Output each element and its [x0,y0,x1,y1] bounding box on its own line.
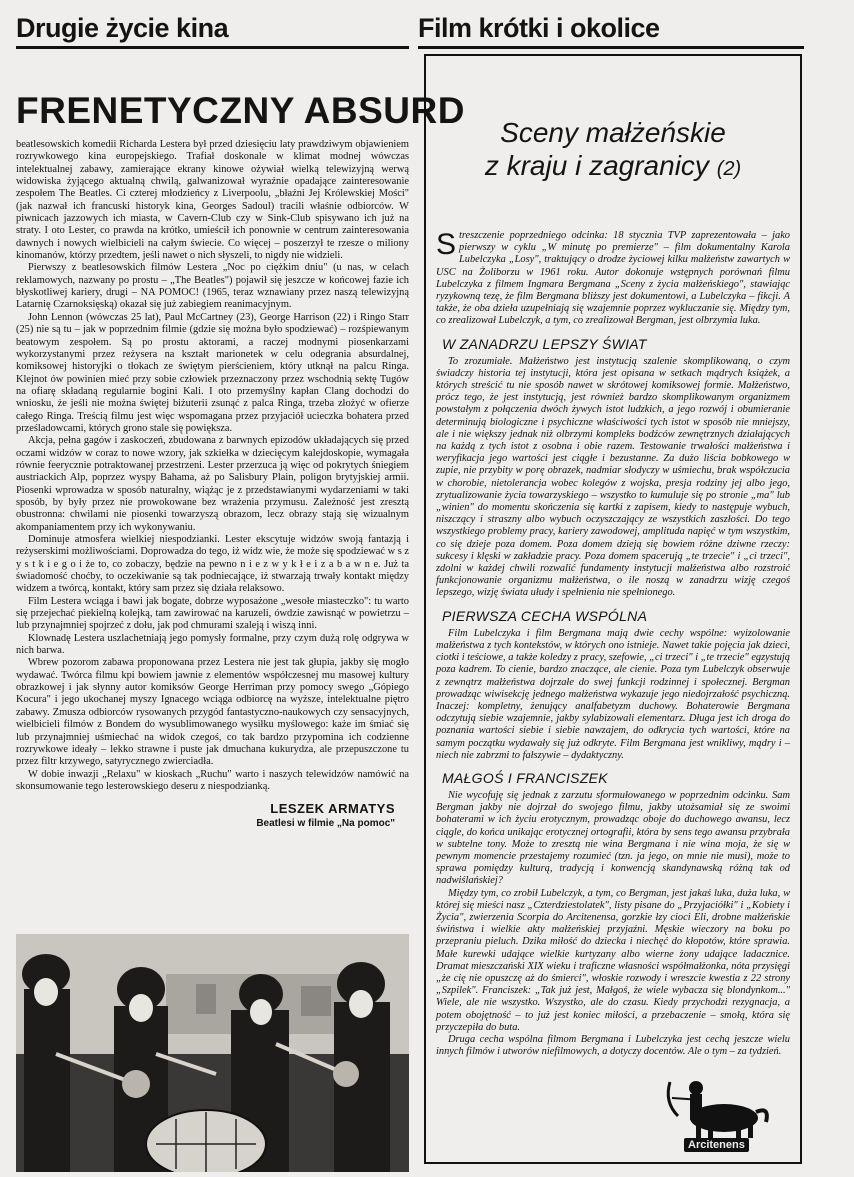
logo-label: Arcitenens [684,1138,749,1152]
framed-content [436,116,790,1058]
article-title: FRENETYCZNY ABSURD [16,90,465,131]
section-heading: MAŁGOŚ I FRANCISZEK [442,769,608,786]
section-title-right: Film krótki i okolice [418,12,804,49]
paragraph: W dobie inwazji „Relaxu" w kioskach „Ruchu" warto i naszych telewidzów namówić na skonsumowanie tego lesterowskiego deseru z niespodzianką. [16,768,409,792]
paragraph: To zrozumiałe. Małżeństwo jest instytucją szalenie skomplikowaną, o czym świadczy historia tej instytucji, która jest opisana w setkach mądrych książek, a których streścić tu nie sposób nawet w skrótowej komiksowej formie. Małżeństwo, prócz tego, że jest instytucją, jest również bardzo skomplikowanym organizmem powstałym z połączenia dwóch żywych istot ludzkich, a jego rozwój i obumieranie determinują biologiczne i psychiczne właściwości tych istot w sposób nie mniejszy, ale i nie większy jednak niż olbrzymi kompleks bodźców zewnętrznych działających na każdą z tych istot z osobna i obie razem. Testowanie trwałości małżeństwa i weryfikacja jego wartości jest ciągłe i bezustanne. Za dużo liścia bobkowego w zupie, nie przybity w porę obrazek, nadmiar słodyczy w uśmiechu, brak współczucia w chorobie, nietolerancja wobec kolegów z wojska, presja rodziny jej albo jego, zrytualizowanie życia towarzyskiego – wszystko to kumuluje się po stronie „ma" lub „winien" do momentu skończenia się kartki z zapisem, kiedy to następuje wybuch, niszczący i straszny albo wybuch oczyszczający ze wszystkich zaszłości. Do tego wszystkiego problemy pracy, kariery zawodowej, amplituda napięć w tym wszystkim, co się dzieje poza domem. Poza domem dzieją się bowiem różne dziwne rzeczy: sukcesy i klęski w zakładzie pracy. Poza domem spacerują „te trzecie" i „ci trzeci", zdolni w każdej chwili rozwalić fundamenty instytucji małżeństwa albo rozstroić funkcjonowanie organizmu małżeństwa, o ile noszą w zanadrzu wizję czegoś lepszego, wizję świata ułudy i spełnienia nie spełnionego. [436,355,790,599]
paragraph: Nie wycofuję się jednak z zarzutu sformułowanego w poprzednim odcinku. Sam Bergman jakby nie dojrzał do swojego filmu, jakby utożsamiał się ze swoimi bohaterami w ich życiu erotycznym, prowadząc oboje do duchowego awansu, lecz ciągle, do końca unikając erotycznej ortografii, która by sens tego awansu przybrała w subtelne tony. Może to zresztą nie wina Bergmana i nie wina moja, że się w pewnym momencie przestajemy rozumieć (tzn. ja jego, on mnie nie musi), może to sprawa pomiędzy kulturą, tradycją i konwencją skandynawską różną tak od nadwiślańskiej? [436,789,790,887]
paragraph: Druga cecha wspólna filmom Bergmana i Lubelczyka jest cechą jeszcze wielu innych filmów i utworów niefilmowych, a dotyczy docentów. Ale o tym – za tydzień. [436,1033,790,1058]
sagittarius-icon [662,1076,772,1140]
photo-caption: Beatlesi w filmie „Na pomoc" [256,818,395,830]
paragraph: John Lennon (wówczas 25 lat), Paul McCartney (23), George Harrison (22) i Ringo Starr (25) nie są tu – jak w poprzednim filmie (gdzie się można było spodziewać) – rozśpiewanym beatowym zespołem. Są po prostu aktorami, a raczej modnymi piosenkarzami wykorzystanymi przez reżysera na kształt marionetek w celu odegrania absurdalnej, komiksowej historyjki o tłokach ze świętym pierścieniem, który utknął na palcu Ringa. Klejnot ów powinien mieć przy sobie człowiek przeznaczony przez wschodnią sektę Tugów na ofiarę składaną regularnie bogini Kali. I oto przemyślny kapłan Clang dochodzi do wniosku, że jeśli nie można świętej biżuterii zsunąć z palca Ringa, trzeba złożyć w ofierze całego Ringa. Treścią filmu jest więc wspomagana przez przyjaciół ucieczka bohatera przed prześladowcami, których grono stale się powiększa. [16,311,409,434]
lede-text: treszczenie poprzedniego odcinka: 18 stycznia TVP zaprezentowała – jako pierwszy w cyklu „W minutę po premierze" – film dokumentalny Karola Lubelczyka „Losy", traktujący o drodze życiowej kilku małżeństw zawartych w USC na Żoliborzu w 1961 roku. Autor dokonuje wstępnych porównań filmu Lubelczyka z filmem Ingmara Bergmana „Sceny z życia małżeńskiego", stawiając ryzykowną tezę, że film Bergmana bliższy jest dokumentowi, a Lubelczyka – fikcji. A także, że oba dzieła uzupełniają się wzajemnie poprzez wykluczanie się. Między tym, co zrealizował Lubelczyk, a tym, co zrealizował Bergman, jest olbrzymia luka. [436,230,790,327]
paragraph: Akcja, pełna gagów i zaskoczeń, zbudowana z barwnych epizodów układających się przed oczami widzów w coraz to nowe wzory, jak szkiełka w dziecięcym kalejdoskopie, wymagała równie feerycznie potraktowanej przestrzeni. Lester przerzuca ją więc od pokrytych śniegiem austriackich Alp, poprzez wyspy Bahama, aż po Salisbury Plain, poligon brytyjskiej armii. Piosenki wprowadza w sposób naturalny, wiążąc je z przedstawianymi wydarzeniami w taki sposób, by były przez nie prowokowane bez wrażenia przymusu. Zależność jest zresztą obustronna: chwilami nie piosenki towarzyszą obrazom, lecz obrazy stają się wizualnym akompaniamentem przy ich wykonywaniu. [16,435,409,533]
subtitle-line-1: Sceny małżeńskie [500,117,726,148]
section-title-left: Drugie życie kina [16,12,409,49]
band-illustration [16,934,409,1172]
drop-cap: S [436,228,457,261]
paragraph: Klownadę Lestera uszlachetniają jego pomysły formalne, przy czym dużą rolę odgrywa w nich barwa. [16,632,409,657]
article-subtitle [436,116,790,186]
paragraph: Film Lestera wciąga i bawi jak bogate, dobrze wyposażone „wesołe miasteczko": tu warto się przejechać piekielną kolejką, tam zawirować na karuzeli, ówdzie zawisnąć w powietrzu – lub przynajmniej spojrzeć z dołu, jak pod chmurami szaleją i wiszą inni. [16,595,409,632]
episode-number: (2) [716,158,742,180]
left-article [16,12,465,1172]
article-body [16,139,409,793]
framed-article [424,54,802,1164]
section-heading: PIERWSZA CECHA WSPÓLNA [442,607,648,624]
section-body [436,628,790,762]
paragraph: Pierwszy z beatlesowskich filmów Lestera „Noc po ciężkim dniu" (u nas, w celach reklamowych, nazwany po prostu – „The Beatles") pojawił się jeszcze w końcowej fazie ich błyskotliwej kariery, drugi – NA POMOC! (1965, teraz wznawiany przez naszą telewizyjną Latarnię Czarnoksięską) okazał się już zabiegiem reanimacyjnym. [16,262,409,311]
section-body [436,356,790,600]
subtitle-line-2: z kraju i zagranicy [484,150,709,181]
paragraph: Dominuje atmosfera wielkiej niespodzianki. Lester ekscytuje widzów swoją fantazją i reżyserskimi możliwościami. Doprowadza do tego, iż widz wie, że może się spodziewać w s z y s t k i e g o i że to, co zobaczy, będzie na pewno n i e z w y k ł e i z a b a w n e. Już ta świadomość choćby, to oczekiwanie są tak podniecające, iż stwarzają trwały kontakt między widzem a twórcą, kontakt, który sam przez się działa relaksowo. [16,534,409,595]
lede-paragraph [436,230,790,328]
section-heading: W ZANADRZU LEPSZY ŚWIAT [442,335,647,352]
paragraph: beatlesowskich komedii Richarda Lestera był przed dziesięciu laty prawdziwym objawieniem rozrywkowego kina europejskiego. Trafiał doskonale w klimat modnej wówczas intelektualnej zabawy, zamierające ekrany kinowe ożywiał wielką telewizyjną werwą widowiska żyjącego aktualną chwilą, galwanizował wyraźnie opadające zainteresowanie zespołem The Beatles. Ci czterej młodzieńcy z Liverpoolu, „błaźni Jej Królewskiej Mości" (jak nazwał ich francuski historyk kina, Georges Sadoul) tracili właśnie odbiorców. W piwnicach jazzowych ich miasta, w Cavern-Club czy w Sink-Club spisywano ich już na straty. I oto Lester, co prawda na krótko, umieścił ich ponownie w centrum zainteresowania dawnych i nowych wielbicieli na całym świecie. Co więcej – poszerzył te rzesze o miliony kinomanów, którzy przedtem, jeśli nawet o nich słyszeli, to nigdy nie widzieli. [16,139,409,262]
paragraph: Wbrew pozorom zabawa proponowana przez Lestera nie jest tak głupia, jakby się mogło wydawać. Twórca filmu kpi bowiem jawnie z elementów współczesnej mu masowej kultury obrazkowej i jak słynny autor komiksów George Herriman przy pomocy swego „Gópiego Kocura" i jego ukochanej myszy Ignacego wciąga odbiorcę na wyższe, intelektualne piętro zabawy. Zmusza odbiorców rysowanych przygód fantastyczno-naukowych czy sensacyjnych, wielbicieli filmów z Bondem do wysublimowanego wysiłku myślowego: każe im śmiać się lub przynajmniej uśmiechać na widok czegoś, co tak bardzo przypomina ich codzienne rozrywkowe ideały – lekko strawne i puste jak dmuchana kukurydza, ale przepuszczone tu przez filtr krzywego, satyrycznego zwierciadła. [16,657,409,768]
beatles-photo [16,934,409,1172]
right-article [418,12,804,1172]
paragraph: Między tym, co zrobił Lubelczyk, a tym, co Bergman, jest jakaś luka, duża luka, w której się mieści nasz „Czterdziestolatek", listy pisane do „Przyjaciółki" i „Kobiety i Życia", zwierzenia Scorpia do Arcitenensa, gorzkie łzy cioci Eli, drobne małżeńskie świństwa i wielkie akty małżeńskiej przyjaźni. Męskie wieczory na boku po przepraniu pieluch. Dzika miłość do dziecka i niechęć do kłopotów, które sprawia. Małe kurewki udające wielkie kurtyzany albo wierne żony udające ladacznice. Dramat mieszczański XIX wieku i traficzne własności współmałżonka, nóta przysięgi „że cię nie opuszczę aż do śmierci", włoskie rozwody i wreszcie kwestia z 22 strony „Szpilek". Franciszek: „Tak już jest, Małgoś, że wiele wybacza się blondynkom..." Wiele, ale nie wszystko. Wszystko, ale do czasu. Kiedy przychodzi rezygnacja, a potem obojętność – to już jest koniec miłości, a przebaczenie – smołą, która się przyczepiła do buta. [436,887,790,1033]
author-name: LESZEK ARMATYS [270,801,395,817]
paragraph: Film Lubelczyka i film Bergmana mają dwie cechy wspólne: wyizolowanie małżeństwa z tych kontekstów, w których ono istnieje. Nawet takie pojęcia jak dzieci, ciotki i teściowe, a także koledzy z pracy, szefowie, „ci trzeci" i „te trzecie" egzystują poza kadrem. To cienie, bardzo znaczące, ale cienie. Poza tym Lubelczyk obserwuje z zewnątrz małżeństwa dojrzałe do swej funkcji rodzinnej i społecznej. Bergman prowadząc wiwisekcję jednego małżeństwa wykazuje jego niedojrzałość psychiczną. Inaczej: kompletny, żenujący analfabetyzm duchowy. Bohaterowie Bergmana odczytują siebie wzajemnie, jakby sylabizowali elementarz. Długa jest ich droga do poznania wartości siebie i siebie nawzajem, do odkrycia tych wartości, które na samym początku wydawały się już odkryte. Film Bergmana jest wnikliwy, mądry i – niech nie zabrzmi to fałszywie – dydaktyczny. [436,627,790,761]
section-body [436,790,790,1058]
